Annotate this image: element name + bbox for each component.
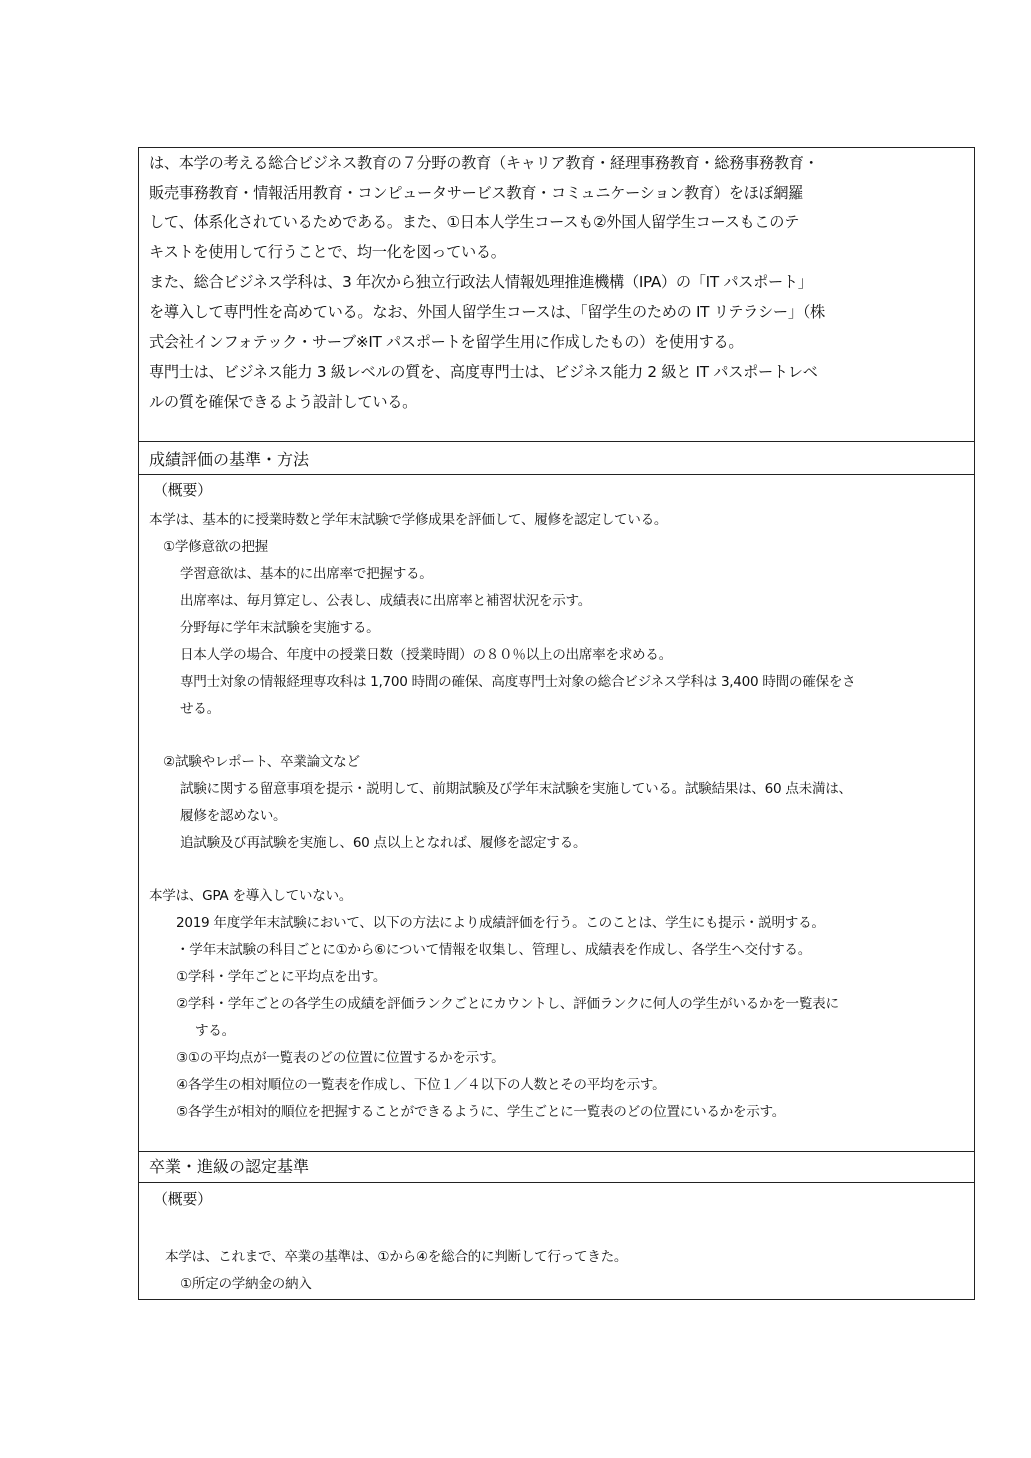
grading-line: する。 [195,1023,235,1039]
grading-line: ①学科・学年ごとに平均点を出す。 [176,969,387,985]
graduation-line: 本学は、これまで、卒業の基準は、①から④を総合的に判断して行ってきた。 [165,1249,628,1265]
grading-line: ④各学生の相対順位の一覧表を作成し、下位１／４以下の人数とその平均を示す。 [176,1077,666,1093]
grading-line: ・学年末試験の科目ごとに①から⑥について情報を収集し、管理し、成績表を作成し、各学生へ交付する。 [176,942,812,958]
grading-subheading: ①学修意欲の把握 [163,539,268,555]
grading-line: 本学は、基本的に授業時数と学年末試験で学修成果を評価して、履修を認定している。 [149,512,668,528]
intro-line: また、総合ビジネス学科は、3 年次から独立行政法人情報処理推進機構（IPA）の「IT パスポート」 [149,273,813,291]
grading-line: 履修を認めない。 [180,808,287,824]
grading-line: 追試験及び再試験を実施し、60 点以上となれば、履修を認定する。 [180,835,587,851]
row-divider [139,1151,974,1152]
grading-line: 出席率は、毎月算定し、公表し、成績表に出席率と補習状況を示す。 [180,593,592,609]
grading-overview-label: （概要） [153,481,212,499]
grading-line: 試験に関する留意事項を提示・説明して、前期試験及び学年末試験を実施している。試験結果は、60 点未満は、 [180,781,852,797]
grading-line: 本学は、GPA を導入していない。 [149,888,353,904]
intro-line: キストを使用して行うことで、均一化を図っている。 [149,243,506,261]
grading-line: ②学科・学年ごとの各学生の成績を評価ランクごとにカウントし、評価ランクに何人の学生がいるかを一覧表に [176,996,839,1012]
row-divider [139,441,974,442]
grading-line: ⑤各学生が相対的順位を把握することができるように、学生ごとに一覧表のどの位置にいるかを示す。 [176,1104,786,1120]
intro-line: は、本学の考える総合ビジネス教育の７分野の教育（キャリア教育・経理事務教育・総務事務教育・ [149,154,819,172]
grading-line: 分野毎に学年末試験を実施する。 [180,620,380,636]
grading-line: 学習意欲は、基本的に出席率で把握する。 [180,566,433,582]
intro-line: を導入して専門性を高めている。なお、外国人留学生コースは、「留学生のための IT リテラシー」（株 [149,303,825,321]
grading-line: 2019 年度学年末試験において、以下の方法により成績評価を行う。このことは、学生にも提示・説明する。 [176,915,825,931]
graduation-overview-label: （概要） [153,1190,212,1208]
grading-line: せる。 [180,701,220,717]
graduation-heading: 卒業・進級の認定基準 [149,1157,310,1176]
grading-subheading: ②試験やレポート、卒業論文など [163,754,360,770]
grading-line: 専門士対象の情報経理専攻科は 1,700 時間の確保、高度専門士対象の総合ビジネス学科は 3,400 時間の確保をさ [180,674,856,690]
grading-line: 日本人学の場合、年度中の授業日数（授業時間）の８０％以上の出席率を求める。 [180,647,672,663]
row-divider [139,474,974,475]
intro-line: ルの質を確保できるよう設計している。 [149,393,417,411]
grading-line: ③①の平均点が一覧表のどの位置に位置するかを示す。 [176,1050,505,1066]
intro-line: 式会社インフォテック・サーブ※IT パスポートを留学生用に作成したもの）を使用する。 [149,333,744,351]
intro-line: 販売事務教育・情報活用教育・コンピュータサービス教育・コミュニケーション教育）をほぼ網羅 [149,184,804,202]
intro-line: して、体系化されているためである。また、①日本人学生コースも②外国人留学生コースもこのテ [149,213,800,231]
graduation-line: ①所定の学納金の納入 [180,1276,312,1292]
intro-line: 専門士は、ビジネス能力 3 級レベルの質を、高度専門士は、ビジネス能力 2 級と IT パスポートレベ [149,363,818,381]
row-divider [139,1182,974,1183]
document-table [138,147,975,1300]
grading-heading: 成績評価の基準・方法 [149,450,310,469]
